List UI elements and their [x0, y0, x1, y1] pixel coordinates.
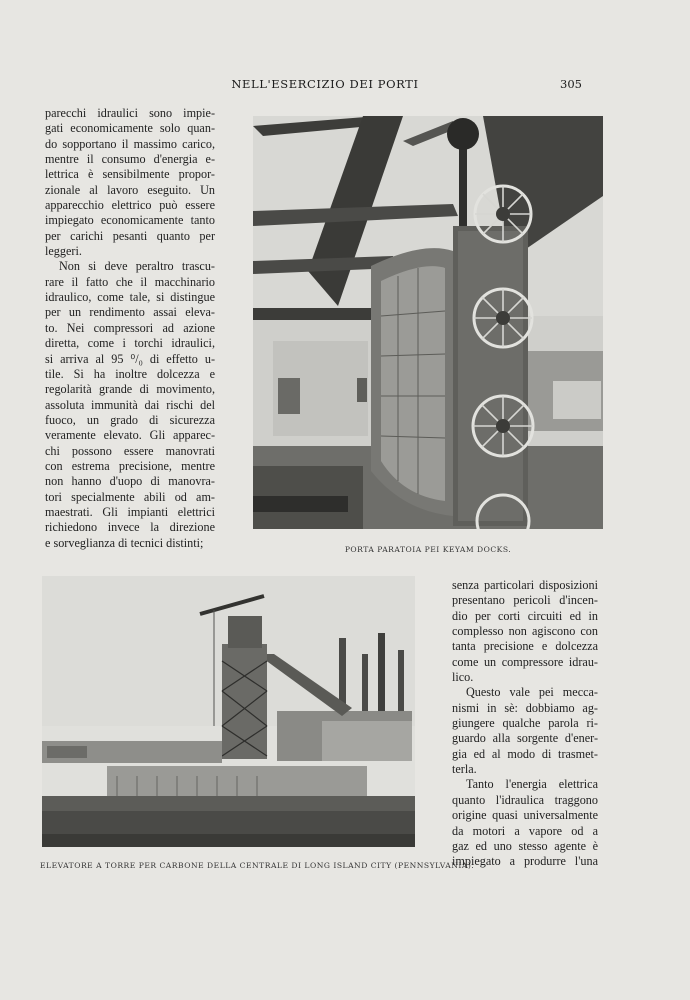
paragraph	[452, 777, 598, 869]
text-line: come un compressore idrau-	[452, 654, 598, 669]
paragraph	[452, 578, 598, 685]
text-line: si arriva al 95 ⁰/₀ di effetto u-	[45, 351, 215, 366]
text-line: nismi in sè: dobbiamo ag-	[452, 700, 598, 715]
text-line: gaz ed uno stesso agente è	[452, 838, 598, 853]
text-line: leggeri.	[45, 244, 82, 259]
paragraph	[45, 259, 215, 551]
lock-gate-illustration	[253, 116, 603, 529]
text-line: do sopportano il massimo carico,	[45, 136, 215, 151]
text-line: apparecchio elettrico può essere	[45, 198, 215, 213]
text-line: diretta, come i torchi idraulici,	[45, 336, 215, 351]
text-line: tile. Si ha inoltre dolcezza e	[45, 366, 215, 381]
text-line: per carichi pesanti quanto per	[45, 228, 215, 243]
text-line: richiedono invece la direzione	[45, 520, 215, 535]
text-line: terla.	[452, 762, 477, 777]
text-line: impiegato a produrre l'una	[452, 854, 598, 869]
text-line: non hanno d'uopo di manovra-	[45, 474, 215, 489]
text-line: guardo alla sorgente d'ener-	[452, 731, 598, 746]
text-line: per un rendimento assai eleva-	[45, 305, 215, 320]
text-line: senza particolari disposizioni	[452, 578, 598, 592]
text-line: origine quasi universalmente	[452, 808, 598, 823]
text-line: veramente elevato. Gli apparec-	[45, 428, 215, 443]
text-line: gia ed al modo di trasmet-	[452, 746, 598, 761]
page-number: 305	[560, 77, 582, 91]
coal-elevator-illustration	[42, 576, 415, 847]
text-line: lettrica è sensibilmente propor-	[45, 167, 215, 182]
text-line: Tanto l'energia elettrica	[466, 777, 598, 792]
text-line: presentano pericoli d'incen-	[452, 593, 598, 608]
paragraph	[45, 106, 215, 259]
right-text-column	[452, 578, 598, 870]
text-line: zionale al lavoro eseguito. Un	[45, 182, 215, 197]
coal-elevator-photo	[42, 576, 415, 847]
text-line: e sorveglianza di tecnici distinti;	[45, 535, 204, 550]
text-line: Non si deve peraltro trascu-	[59, 259, 215, 274]
text-line: complesso non agiscono con	[452, 624, 598, 639]
text-line: lico.	[452, 670, 474, 685]
text-line: impiegato economicamente tanto	[45, 213, 215, 228]
text-line: giungere qualche parola ri-	[452, 716, 598, 731]
text-line: gati economicamente solo quan-	[45, 121, 215, 136]
text-line: regolarità grande di movimento,	[45, 382, 215, 397]
running-header: NELL'ESERCIZIO DEI PORTI	[231, 77, 419, 91]
text-line: con estrema precisione, mentre	[45, 458, 215, 473]
text-line: idraulico, come tale, si distingue	[45, 290, 215, 305]
left-text-column	[45, 106, 215, 551]
text-line: maestrati. Gli impianti elettrici	[45, 504, 215, 519]
text-line: parecchi idraulici sono impie-	[45, 106, 215, 120]
text-line: dio per corti circuiti ed in	[452, 608, 598, 623]
text-line: tori specialmente abili od am-	[45, 489, 215, 504]
text-line: chi possono essere manovrati	[45, 443, 215, 458]
text-line: da motori a vapore od a	[452, 823, 598, 838]
text-line: to. Nei compressori ad azione	[45, 320, 215, 335]
paragraph	[452, 685, 598, 777]
text-line: tanta precisione e dolcezza	[452, 639, 598, 654]
text-line: quanto l'idraulica traggono	[452, 792, 598, 807]
text-line: fuoco, un grado di sicurezza	[45, 412, 215, 427]
text-line: assoluta immunità dai rischi del	[45, 397, 215, 412]
gate-photo-caption: PORTA PARATOIA PEI KEYAM DOCKS.	[344, 545, 512, 554]
elevator-photo-caption: ELEVATORE A TORRE PER CARBONE DELLA CENTRALE DI LONG ISLAND CITY (PENNSYLVANIA).	[40, 861, 475, 870]
lock-gate-photo	[253, 116, 603, 529]
text-line: rare il fatto che il macchinario	[45, 274, 215, 289]
text-line: Questo vale pei mecca-	[466, 685, 598, 700]
text-line: mentre il consumo d'energia e-	[45, 152, 215, 167]
